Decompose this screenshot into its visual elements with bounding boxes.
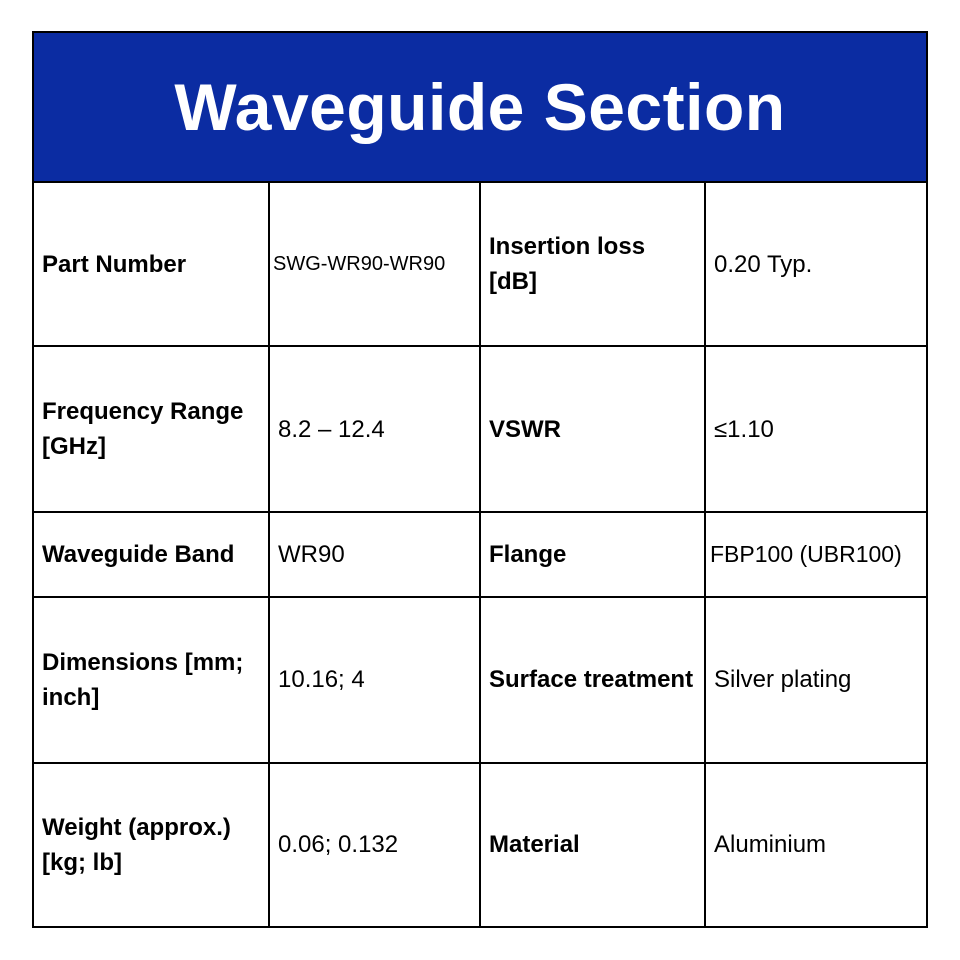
spec-label: Weight (approx.) [kg; lb] (34, 763, 269, 926)
table-row (34, 763, 926, 926)
spec-value: Aluminium (705, 763, 926, 926)
spec-value: 10.16; 4 (269, 597, 480, 763)
spec-value: SWG-WR90-WR90 (269, 183, 480, 346)
spec-label: Frequency Range [GHz] (34, 346, 269, 512)
table-row (34, 512, 926, 597)
spec-label: VSWR (480, 346, 705, 512)
spec-value: 0.20 Typ. (705, 183, 926, 346)
spec-label: Part Number (34, 183, 269, 346)
spec-label: Waveguide Band (34, 512, 269, 597)
spec-value: FBP100 (UBR100) (705, 512, 926, 597)
spec-value: 0.06; 0.132 (269, 763, 480, 926)
spec-value: Silver plating (705, 597, 926, 763)
spec-label: Surface treatment (480, 597, 705, 763)
spec-sheet (32, 31, 928, 928)
table-row (34, 346, 926, 512)
spec-label: Flange (480, 512, 705, 597)
page-title: Waveguide Section (174, 70, 786, 144)
spec-table (34, 183, 926, 926)
title-banner (34, 33, 926, 183)
table-row (34, 597, 926, 763)
spec-label: Insertion loss [dB] (480, 183, 705, 346)
table-row (34, 183, 926, 346)
spec-value: WR90 (269, 512, 480, 597)
spec-value: 8.2 – 12.4 (269, 346, 480, 512)
spec-label: Dimensions [mm; inch] (34, 597, 269, 763)
spec-label: Material (480, 763, 705, 926)
spec-value: ≤1.10 (705, 346, 926, 512)
